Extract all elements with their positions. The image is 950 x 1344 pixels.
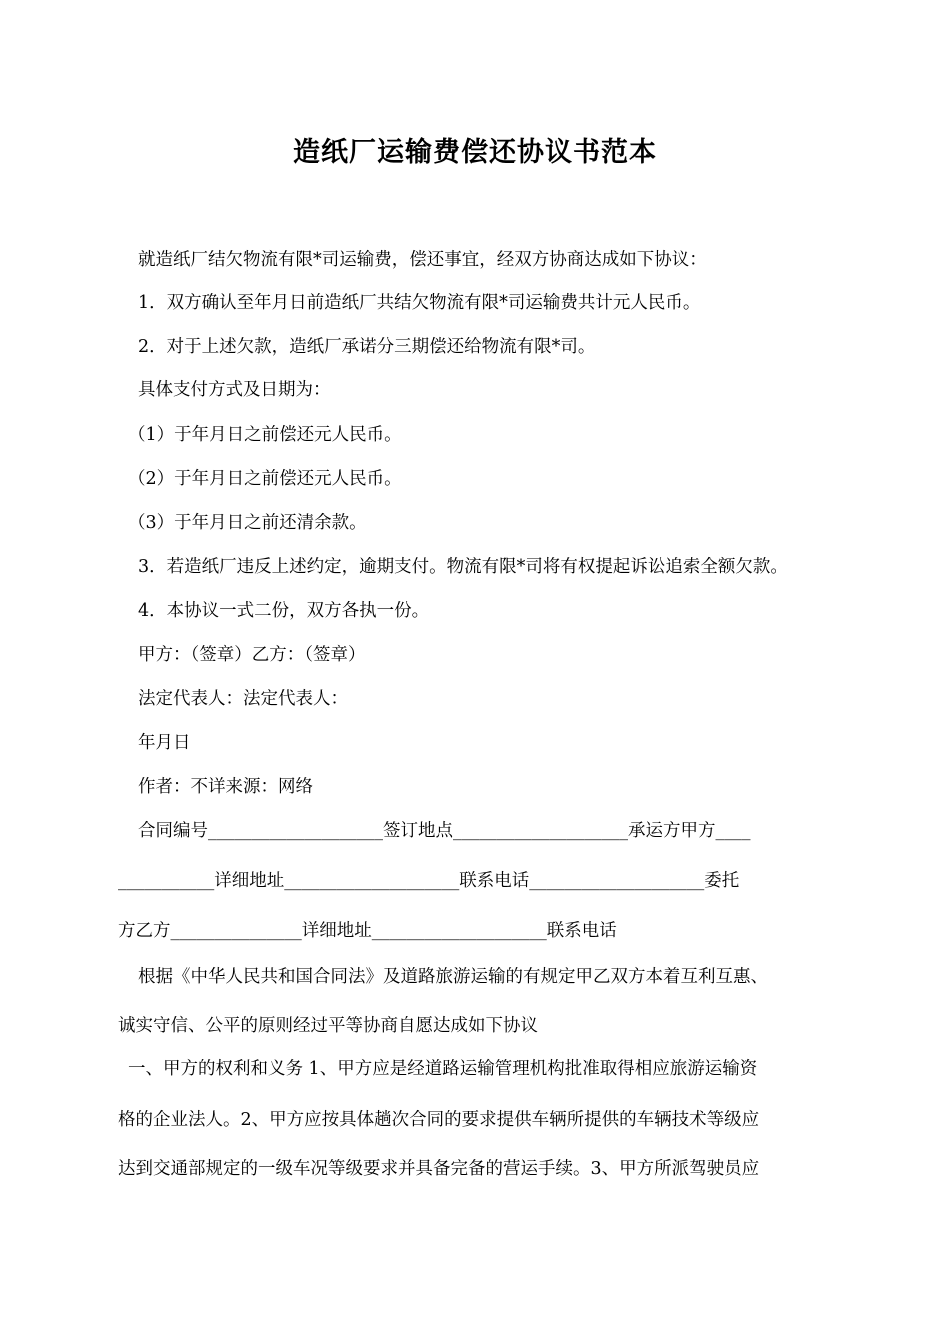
payment-item-3: （3）于年月日之前还清余款。	[128, 513, 367, 533]
obligations-line-1: 一、甲方的权利和义务 1、甲方应是经道路运输管理机构批准取得相应旅游运输资	[128, 1059, 758, 1079]
clause-2: 2．对于上述欠款，造纸厂承诺分三期偿还给物流有限*司。	[138, 337, 596, 357]
intro-paragraph: 就造纸厂结欠物流有限*司运输费，偿还事宜，经双方协商达成如下协议：	[138, 250, 707, 270]
obligations-line-2: 格的企业法人。2、甲方应按具体趟次合同的要求提供车辆所提供的车辆技术等级应	[118, 1110, 760, 1130]
payment-intro: 具体支付方式及日期为：	[138, 380, 331, 400]
basis-paragraph-line-2: 诚实守信、公平的原则经过平等协商自愿达成如下协议	[118, 1016, 538, 1036]
clause-1: 1．双方确认至年月日前造纸厂共结欠物流有限*司运输费共计元人民币。	[138, 293, 701, 313]
clause-4: 4．本协议一式二份，双方各执一份。	[138, 601, 430, 621]
contract-info-line-1: 合同编号____________________签订地点____________________承运方甲方____	[138, 821, 751, 841]
basis-paragraph-line-1: 根据《中华人民共和国合同法》及道路旅游运输的有规定甲乙双方本着互利互惠、	[138, 967, 768, 987]
payment-item-1: （1）于年月日之前偿还元人民币。	[128, 425, 402, 445]
payment-item-2: （2）于年月日之前偿还元人民币。	[128, 469, 402, 489]
signature-parties: 甲方：（签章）乙方：（签章）	[138, 645, 366, 665]
legal-representatives: 法定代表人：法定代表人：	[138, 689, 348, 709]
sign-date: 年月日	[138, 733, 191, 753]
contract-info-line-3: 方乙方_______________详细地址____________________联系电话	[118, 921, 617, 941]
contract-info-line-2: ___________详细地址____________________联系电话____________________委托	[118, 871, 740, 891]
clause-3: 3．若造纸厂违反上述约定，逾期支付。物流有限*司将有权提起诉讼追索全额欠款。	[138, 557, 788, 577]
obligations-line-3: 达到交通部规定的一级车况等级要求并具备完备的营运手续。3、甲方所派驾驶员应	[118, 1159, 760, 1179]
document-title: 造纸厂运输费偿还协议书范本	[293, 137, 657, 168]
source-line: 作者：不详来源：网络	[138, 777, 313, 797]
